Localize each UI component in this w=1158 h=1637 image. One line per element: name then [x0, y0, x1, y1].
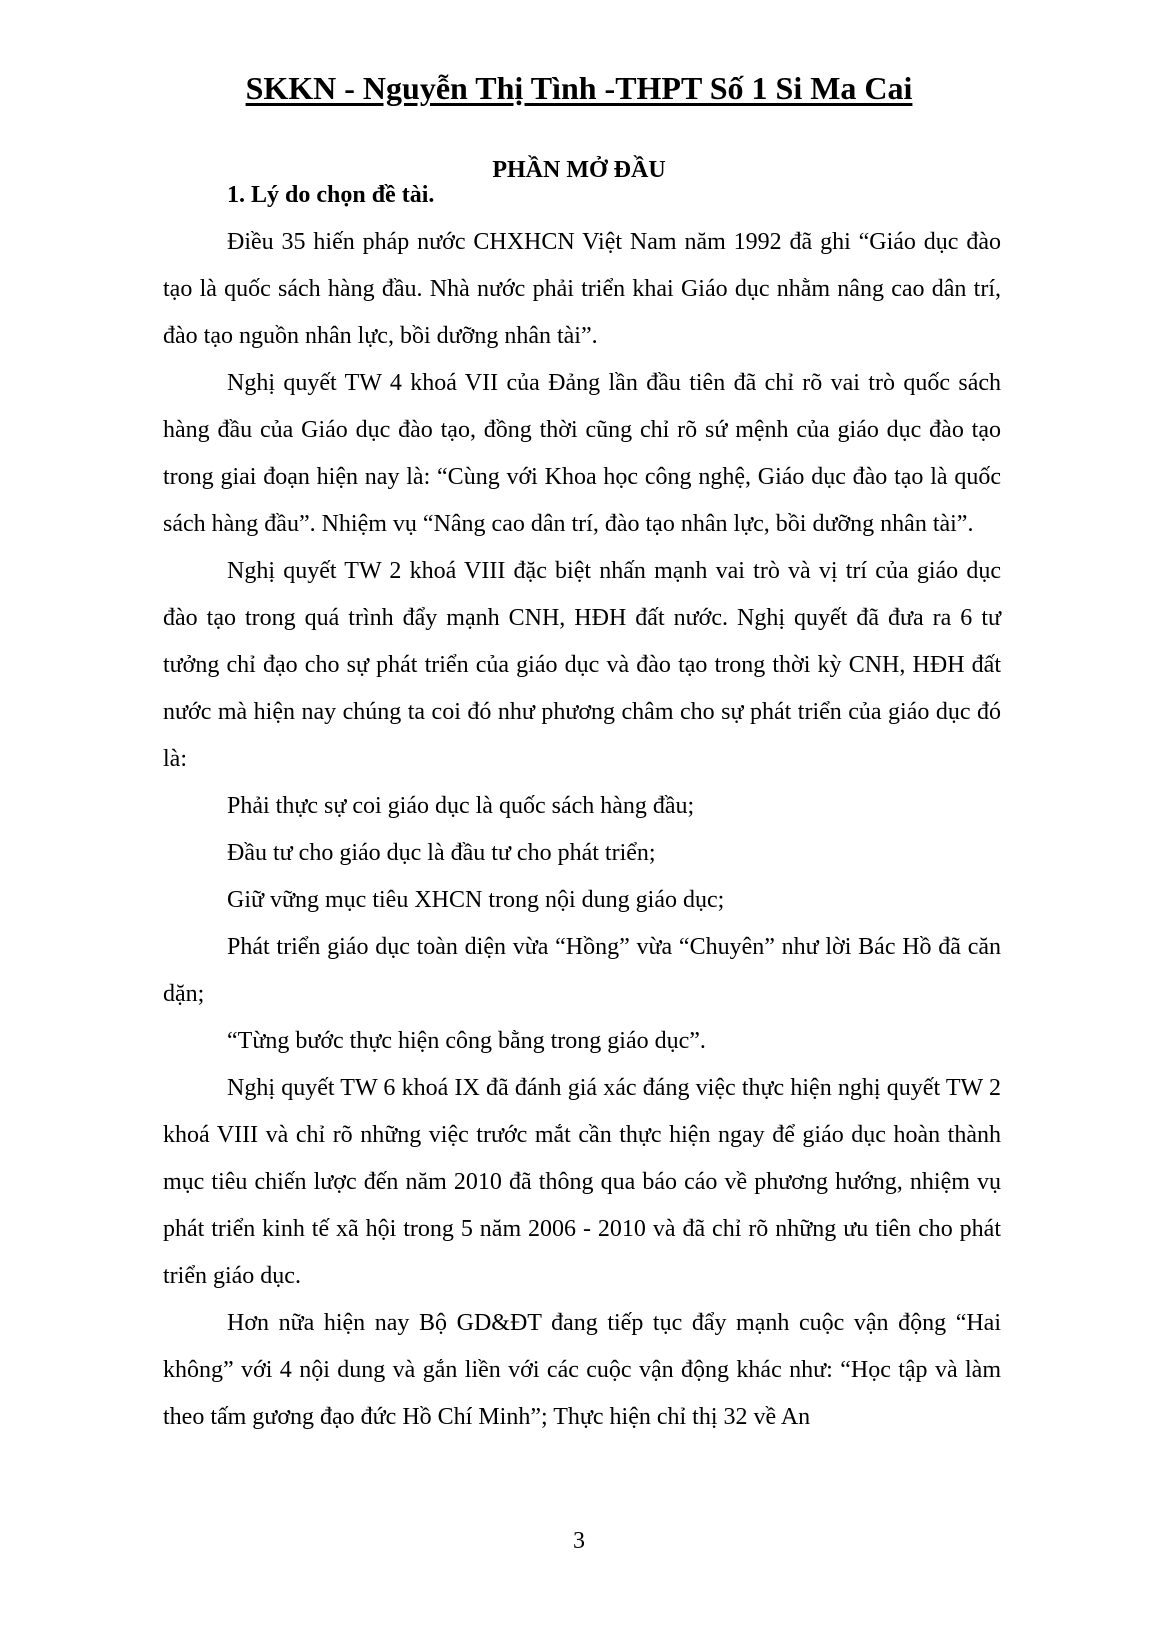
list-item: Phải thực sự coi giáo dục là quốc sách hàng đầu;	[227, 793, 695, 819]
document-header: SKKN - Nguyễn Thị Tình -THPT Số 1 Si Ma Cai	[245, 70, 913, 106]
paragraph: Hơn nữa hiện nay Bộ GD&ĐT đang tiếp tục đẩy mạnh cuộc vận động “Hai không” với 4 nội dung và gắn liền với các cuộc vận động khác như: “Học tập và làm theo tấm gương đạo đức Hồ Chí Minh”; Thực hiện chỉ thị 32 về An	[163, 1310, 1001, 1430]
section-title: PHẦN MỞ ĐẦU	[492, 157, 666, 183]
paragraph: Nghị quyết TW 2 khoá VIII đặc biệt nhấn mạnh vai trò và vị trí của giáo dục đào tạo trong quá trình đẩy mạnh CNH, HĐH đất nước. Nghị quyết đã đưa ra 6 tư tưởng chỉ đạo cho sự phát triển của giáo dục và đào tạo trong thời kỳ CNH, HĐH đất nước mà hiện nay chúng ta coi đó như phương châm cho sự phát triển của giáo dục đó là:	[163, 558, 1001, 772]
list-item: “Từng bước thực hiện công bằng trong giáo dục”.	[227, 1028, 706, 1054]
paragraph: Điều 35 hiến pháp nước CHXHCN Việt Nam năm 1992 đã ghi “Giáo dục đào tạo là quốc sách hàng đầu. Nhà nước phải triển khai Giáo dục nhằm nâng cao dân trí, đào tạo nguồn nhân lực, bồi dưỡng nhân tài”.	[163, 229, 1001, 349]
paragraph: Nghị quyết TW 6 khoá IX đã đánh giá xác đáng việc thực hiện nghị quyết TW 2 khoá VIII và chỉ rõ những việc trước mắt cần thực hiện ngay để giáo dục hoàn thành mục tiêu chiến lược đến năm 2010 đã thông qua báo cáo về phương hướng, nhiệm vụ phát triển kinh tế xã hội trong 5 năm 2006 - 2010 và đã chỉ rõ những ưu tiên cho phát triển giáo dục.	[163, 1075, 1001, 1289]
list-item: Phát triển giáo dục toàn diện vừa “Hồng” vừa “Chuyên” như lời Bác Hồ đã căn dặn;	[163, 934, 1001, 1007]
page-number: 3	[573, 1528, 585, 1554]
list-item: Giữ vững mục tiêu XHCN trong nội dung giáo dục;	[227, 887, 725, 913]
document-body	[163, 172, 1001, 1441]
paragraph: Nghị quyết TW 4 khoá VII của Đảng lần đầu tiên đã chỉ rõ vai trò quốc sách hàng đầu của Giáo dục đào tạo, đồng thời cũng chỉ rõ sứ mệnh của giáo dục đào tạo trong giai đoạn hiện nay là: “Cùng với Khoa học công nghệ, Giáo dục đào tạo là quốc sách hàng đầu”. Nhiệm vụ “Nâng cao dân trí, đào tạo nhân lực, bồi dưỡng nhân tài”.	[163, 370, 1001, 537]
subheading: 1. Lý do chọn đề tài.	[227, 182, 435, 208]
list-item: Đầu tư cho giáo dục là đầu tư cho phát triển;	[227, 840, 656, 866]
